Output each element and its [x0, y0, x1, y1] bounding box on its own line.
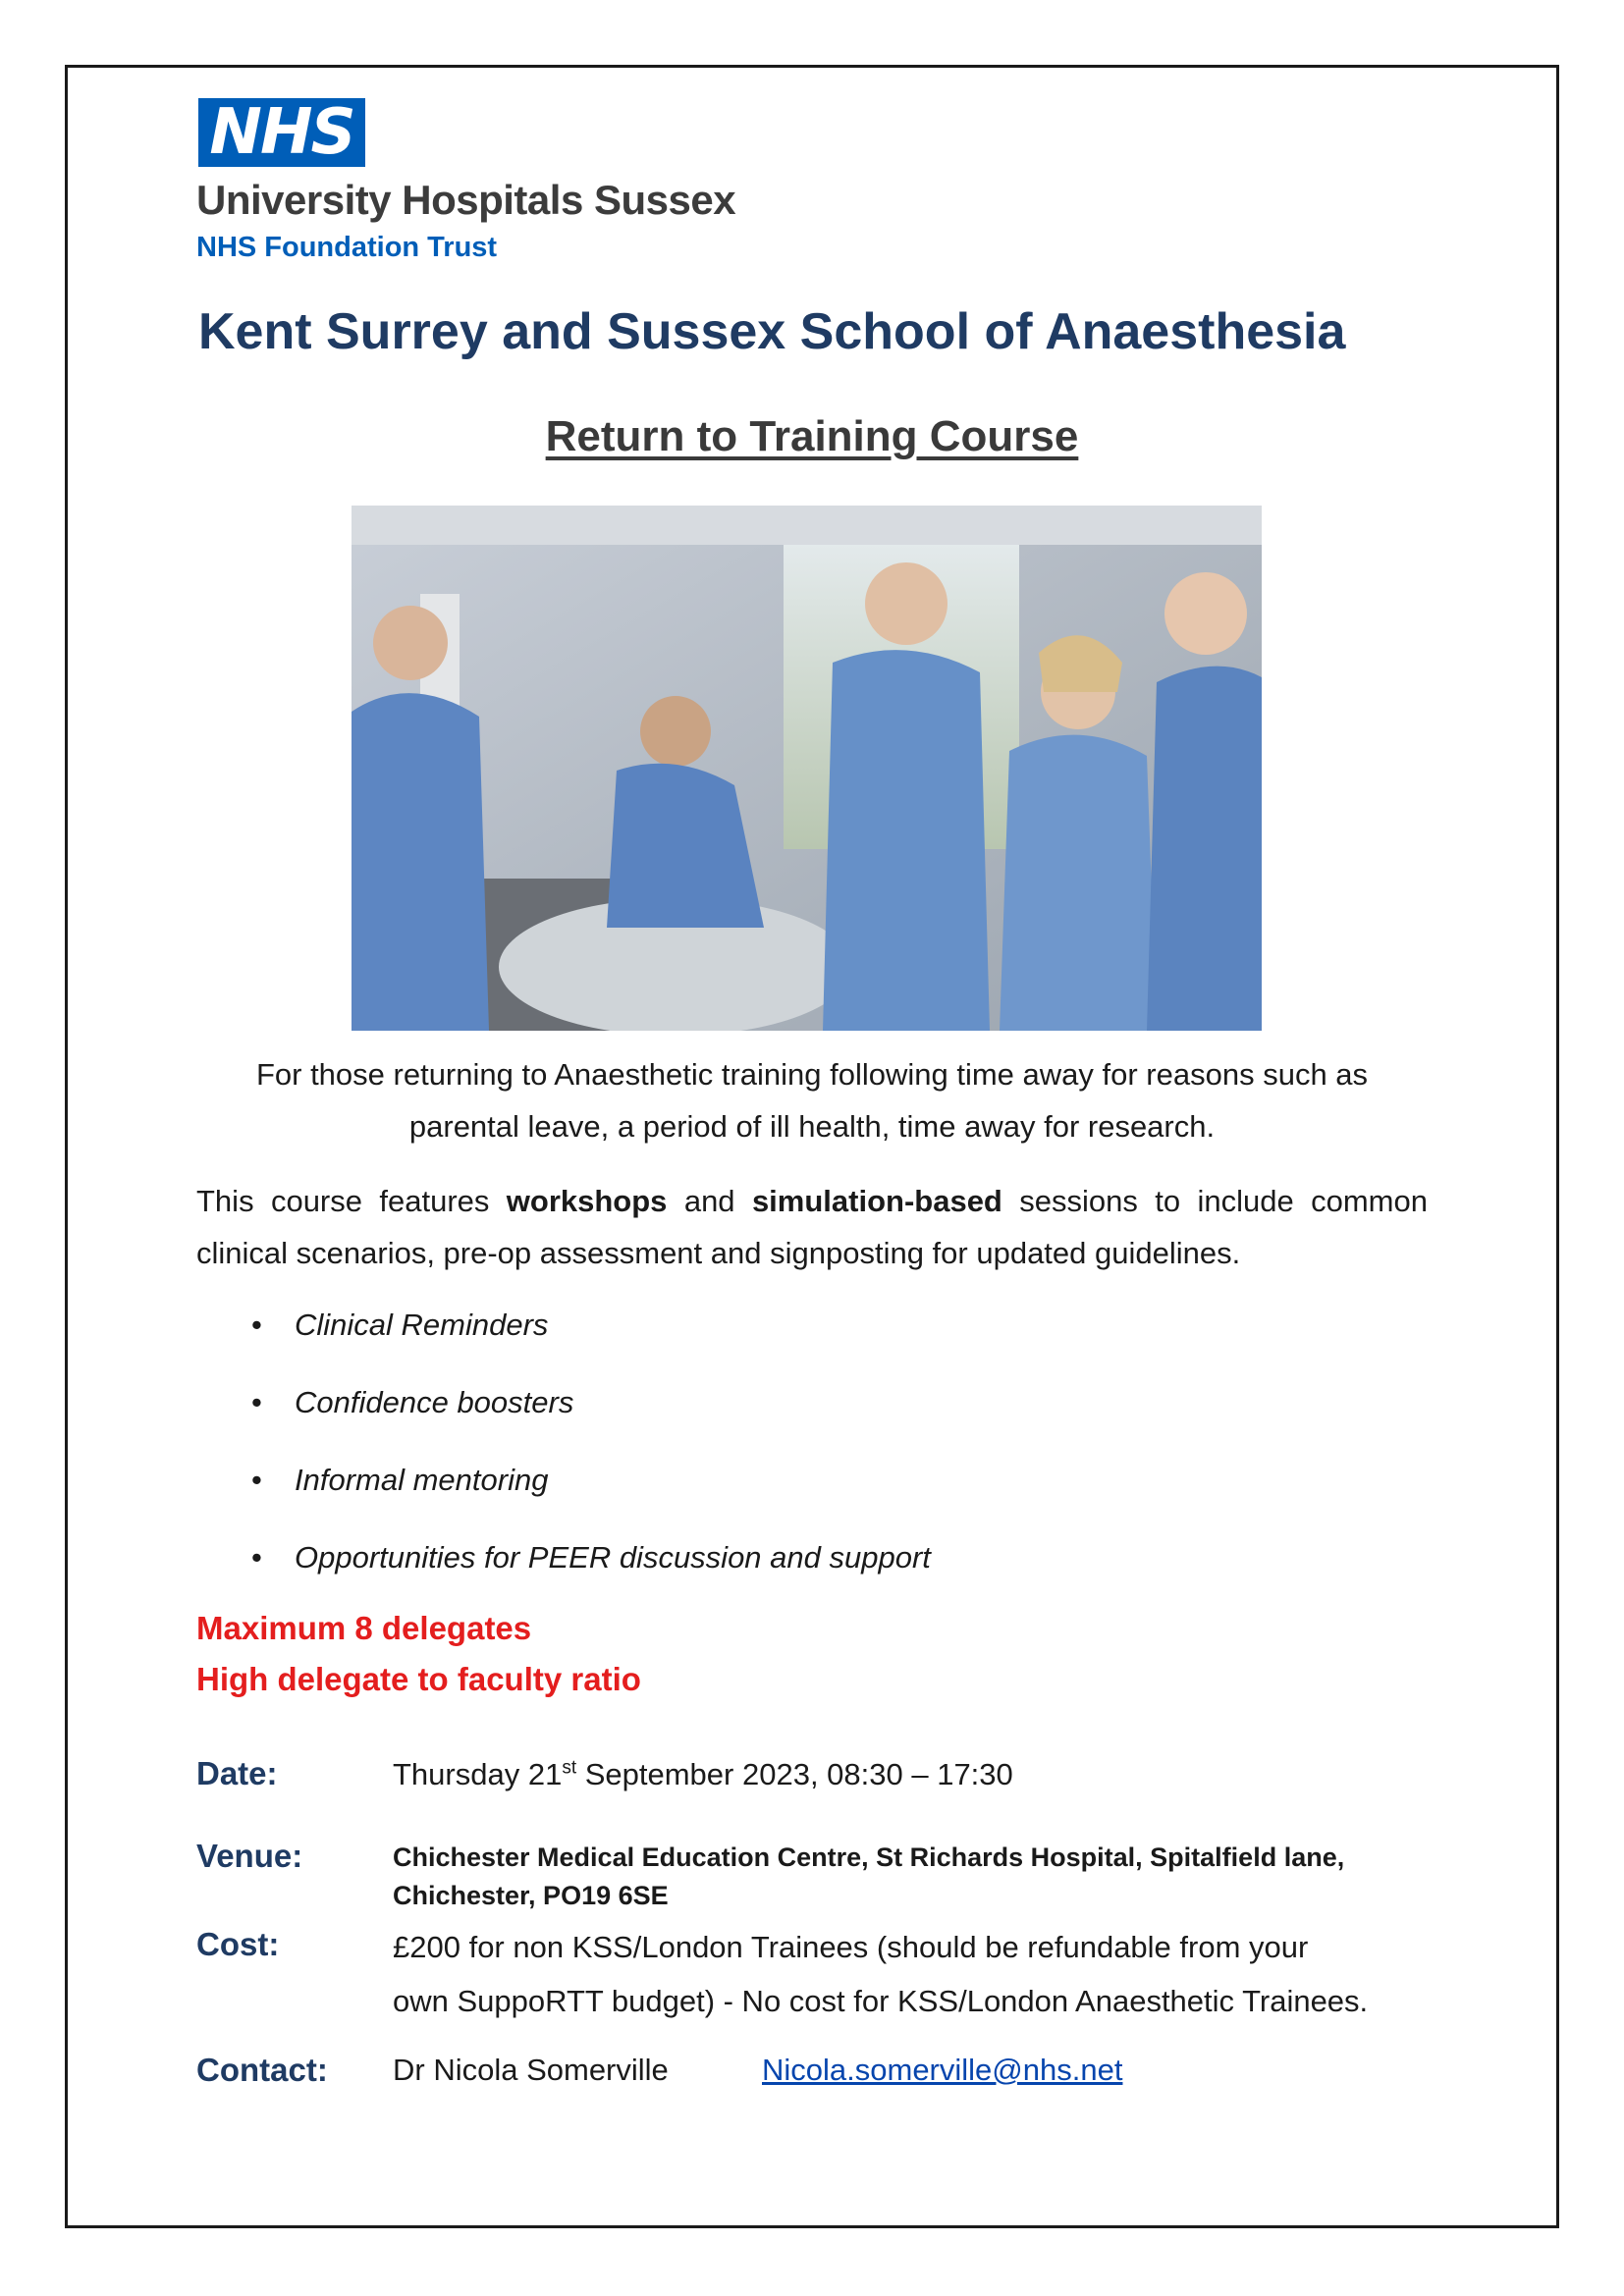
bullet-icon: • [251, 1540, 262, 1575]
list-item-text: Opportunities for PEER discussion and support [295, 1540, 931, 1575]
bullet-icon: • [251, 1385, 262, 1419]
list-item [196, 1454, 931, 1531]
desc-bold-workshops: workshops [506, 1184, 668, 1218]
list-item [196, 1376, 931, 1454]
trust-name: University Hospitals Sussex [196, 177, 736, 223]
bullet-icon: • [251, 1308, 262, 1342]
list-item-text: Clinical Reminders [295, 1308, 549, 1342]
list-item-text: Confidence boosters [295, 1385, 574, 1419]
cost-line-2: own SuppoRTT budget) - No cost for KSS/London Anaesthetic Trainees. [393, 1984, 1369, 2018]
contact-name: Dr Nicola Somerville [393, 2053, 669, 2087]
course-title [0, 412, 1624, 461]
delegate-ratio: High delegate to faculty ratio [196, 1661, 641, 1697]
venue-line-1: Chichester Medical Education Centre, St Richards Hospital, Spitalfield lane, [393, 1842, 1345, 1872]
list-item [196, 1299, 931, 1376]
feature-list [196, 1299, 931, 1609]
course-title-text: Return to Training Course [545, 412, 1079, 460]
intro-line-1: For those returning to Anaesthetic training following time away for reasons such as [255, 1057, 1369, 1092]
date-value [393, 1757, 1013, 1792]
cost-line-1: £200 for non KSS/London Trainees (should be refundable from your [393, 1930, 1309, 1964]
desc-part-1: This course features [196, 1184, 507, 1218]
nhs-logo: NHS [198, 98, 365, 167]
trust-subtitle: NHS Foundation Trust [196, 232, 498, 263]
training-photo [352, 506, 1262, 1031]
desc-bold-simulation: simulation-based [751, 1184, 1002, 1218]
venue-label: Venue: [196, 1838, 303, 1874]
venue-value [393, 1839, 1344, 1915]
max-delegates: Maximum 8 delegates [196, 1610, 532, 1646]
date-label: Date: [196, 1755, 278, 1791]
intro-text [196, 1048, 1428, 1152]
desc-part-3: sessions to include common clinical scenarios, pre-op assessment and signposting for updated guidelines. [196, 1184, 1428, 1270]
course-description [196, 1175, 1428, 1279]
date-suffix: September 2023, 08:30 – 17:30 [576, 1757, 1013, 1791]
contact-label: Contact: [196, 2052, 328, 2088]
school-title: Kent Surrey and Sussex School of Anaesthesia [198, 303, 1346, 360]
bullet-icon: • [251, 1463, 262, 1497]
date-prefix: Thursday 21 [393, 1757, 563, 1791]
venue-line-2: Chichester, PO19 6SE [393, 1881, 669, 1910]
contact-email-link[interactable]: Nicola.somerville@nhs.net [762, 2053, 1123, 2087]
cost-value [393, 1920, 1368, 2028]
intro-line-2: parental leave, a period of ill health, time away for research. [408, 1109, 1216, 1144]
date-ordinal: st [562, 1757, 577, 1779]
cost-label: Cost: [196, 1926, 280, 1962]
list-item-text: Informal mentoring [295, 1463, 549, 1497]
desc-part-2: and [667, 1184, 752, 1218]
list-item [196, 1531, 931, 1609]
